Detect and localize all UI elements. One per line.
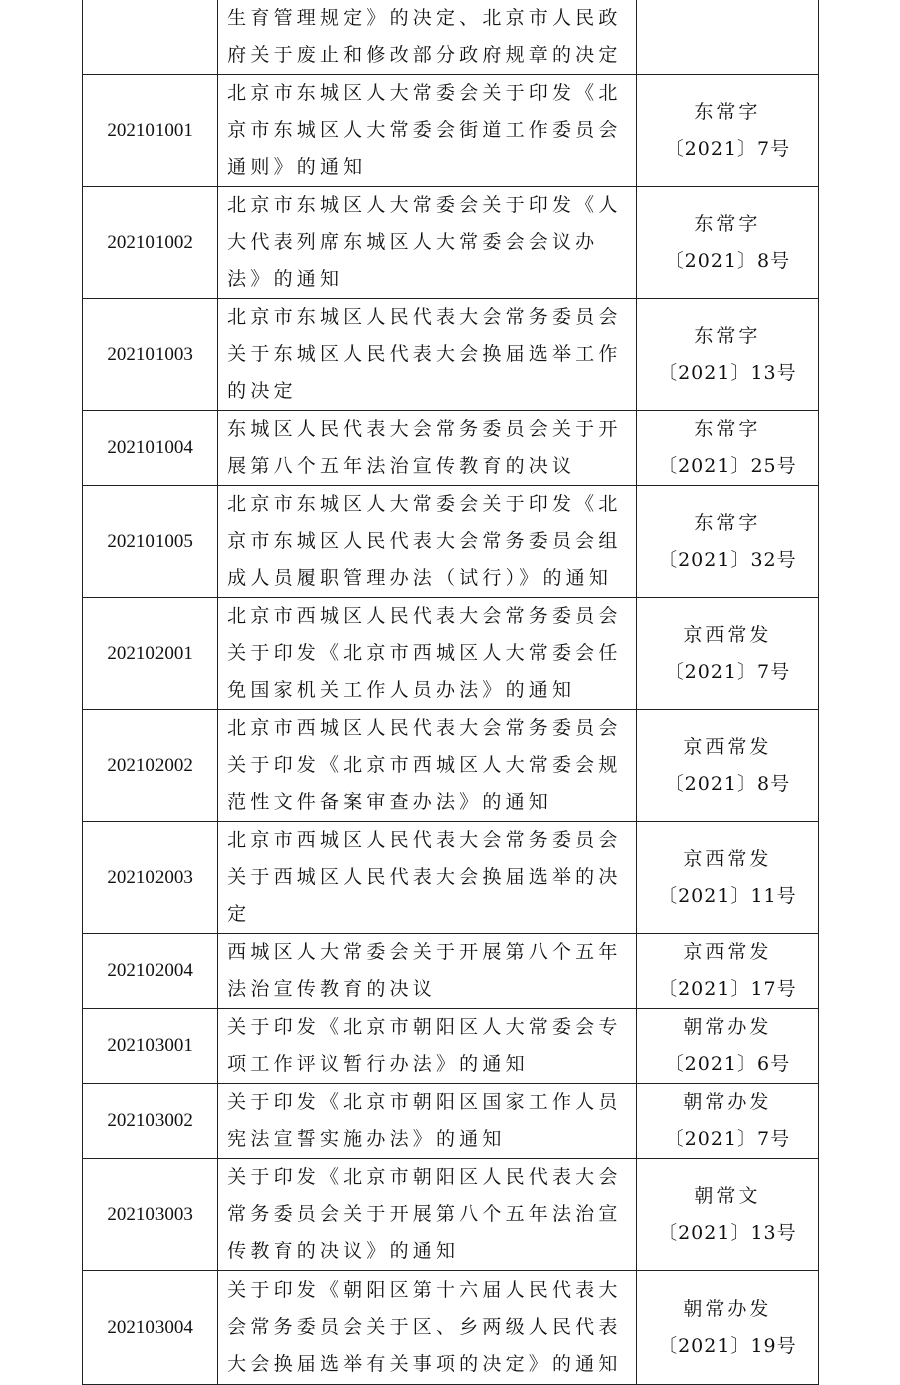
document-number — [636, 411, 818, 486]
document-code: 202103003 — [83, 1159, 218, 1271]
document-number-prefix: 东常字 — [694, 511, 761, 534]
document-number — [636, 0, 818, 75]
document-number — [636, 598, 818, 710]
document-code: 202102003 — [83, 822, 218, 934]
regulations-table — [82, 0, 819, 1385]
document-number-serial: 〔2021〕8号 — [664, 249, 791, 272]
document-number-serial: 〔2021〕7号 — [664, 660, 791, 683]
document-number — [636, 187, 818, 299]
document-code: 202101003 — [83, 299, 218, 411]
table-row — [83, 411, 819, 486]
document-title: 关于印发《北京市朝阳区人民代表大会常务委员会关于开展第八个五年法治宣传教育的决议》的通知 — [218, 1159, 637, 1271]
document-number-serial: 〔2021〕13号 — [658, 1221, 797, 1244]
document-code: 202103002 — [83, 1084, 218, 1159]
table-row — [83, 486, 819, 598]
document-code: 202103001 — [83, 1009, 218, 1084]
document-number-serial: 〔2021〕25号 — [658, 455, 797, 477]
document-number — [636, 486, 818, 598]
document-code: 202102002 — [83, 710, 218, 822]
document-title: 北京市西城区人民代表大会常务委员会关于印发《北京市西城区人大常委会规范性文件备案审查办法》的通知 — [218, 710, 637, 822]
document-number-prefix: 朝常文 — [694, 1184, 761, 1207]
table-row — [83, 934, 819, 1009]
document-number-prefix: 京西常发 — [683, 847, 772, 870]
document-code: 202102004 — [83, 934, 218, 1009]
document-code — [83, 0, 218, 75]
table-row — [83, 75, 819, 187]
document-number-serial: 〔2021〕17号 — [658, 978, 797, 1000]
document-number-prefix: 东常字 — [694, 324, 761, 347]
table-body — [83, 0, 819, 1385]
document-title: 生育管理规定》的决定、北京市人民政府关于废止和修改部分政府规章的决定 — [218, 0, 637, 75]
document-title: 北京市东城区人大常委会关于印发《人大代表列席东城区人大常委会会议办法》的通知 — [218, 187, 637, 299]
document-number — [636, 1084, 818, 1159]
document-number — [636, 934, 818, 1009]
document-code: 202103004 — [83, 1271, 218, 1385]
document-number — [636, 822, 818, 934]
document-title: 关于印发《北京市朝阳区人大常委会专项工作评议暂行办法》的通知 — [218, 1009, 637, 1084]
table-row — [83, 1084, 819, 1159]
table-row — [83, 1271, 819, 1385]
document-number-serial: 〔2021〕32号 — [658, 548, 797, 571]
document-number-prefix: 朝常办发 — [683, 1091, 772, 1113]
document-number — [636, 710, 818, 822]
document-number — [636, 1159, 818, 1271]
document-title: 北京市东城区人民代表大会常务委员会关于东城区人民代表大会换届选举工作的决定 — [218, 299, 637, 411]
document-code: 202101005 — [83, 486, 218, 598]
document-number-serial: 〔2021〕11号 — [658, 884, 797, 907]
table-row — [83, 598, 819, 710]
table-row — [83, 1009, 819, 1084]
document-number-serial: 〔2021〕19号 — [658, 1334, 797, 1357]
document-number-prefix: 东常字 — [694, 100, 761, 123]
document-number-serial: 〔2021〕7号 — [664, 137, 791, 160]
table-row — [83, 1159, 819, 1271]
document-title: 北京市东城区人大常委会关于印发《北京市东城区人大常委会街道工作委员会通则》的通知 — [218, 75, 637, 187]
document-number-prefix: 东常字 — [694, 418, 761, 440]
document-title: 关于印发《朝阳区第十六届人民代表大会常务委员会关于区、乡两级人民代表大会换届选举有关事项的决定》的通知 — [218, 1271, 637, 1385]
document-title: 北京市西城区人民代表大会常务委员会关于西城区人民代表大会换届选举的决定 — [218, 822, 637, 934]
document-number-prefix: 东常字 — [694, 212, 761, 235]
document-number — [636, 75, 818, 187]
document-title: 东城区人民代表大会常务委员会关于开展第八个五年法治宣传教育的决议 — [218, 411, 637, 486]
document-number-serial: 〔2021〕13号 — [658, 361, 797, 384]
document-number-prefix: 朝常办发 — [683, 1297, 772, 1320]
document-number-serial: 〔2021〕8号 — [664, 772, 791, 795]
document-code: 202101001 — [83, 75, 218, 187]
document-title: 西城区人大常委会关于开展第八个五年法治宣传教育的决议 — [218, 934, 637, 1009]
document-title: 关于印发《北京市朝阳区国家工作人员宪法宣誓实施办法》的通知 — [218, 1084, 637, 1159]
table-row — [83, 710, 819, 822]
document-number-prefix: 京西常发 — [683, 623, 772, 646]
table-row — [83, 299, 819, 411]
document-title: 北京市西城区人民代表大会常务委员会关于印发《北京市西城区人大常委会任免国家机关工作人员办法》的通知 — [218, 598, 637, 710]
table-row — [83, 822, 819, 934]
document-code: 202101004 — [83, 411, 218, 486]
document-number — [636, 1009, 818, 1084]
document-code: 202101002 — [83, 187, 218, 299]
table-row — [83, 0, 819, 75]
document-number-prefix: 京西常发 — [683, 941, 772, 963]
document-number-serial: 〔2021〕7号 — [664, 1128, 791, 1150]
document-number — [636, 299, 818, 411]
document-number — [636, 1271, 818, 1385]
document-number-prefix: 朝常办发 — [683, 1016, 772, 1038]
table-row — [83, 187, 819, 299]
document-title: 北京市东城区人大常委会关于印发《北京市东城区人民代表大会常务委员会组成人员履职管理办法（试行）》的通知 — [218, 486, 637, 598]
document-number-serial: 〔2021〕6号 — [664, 1053, 791, 1075]
document-code: 202102001 — [83, 598, 218, 710]
document-number-prefix: 京西常发 — [683, 735, 772, 758]
